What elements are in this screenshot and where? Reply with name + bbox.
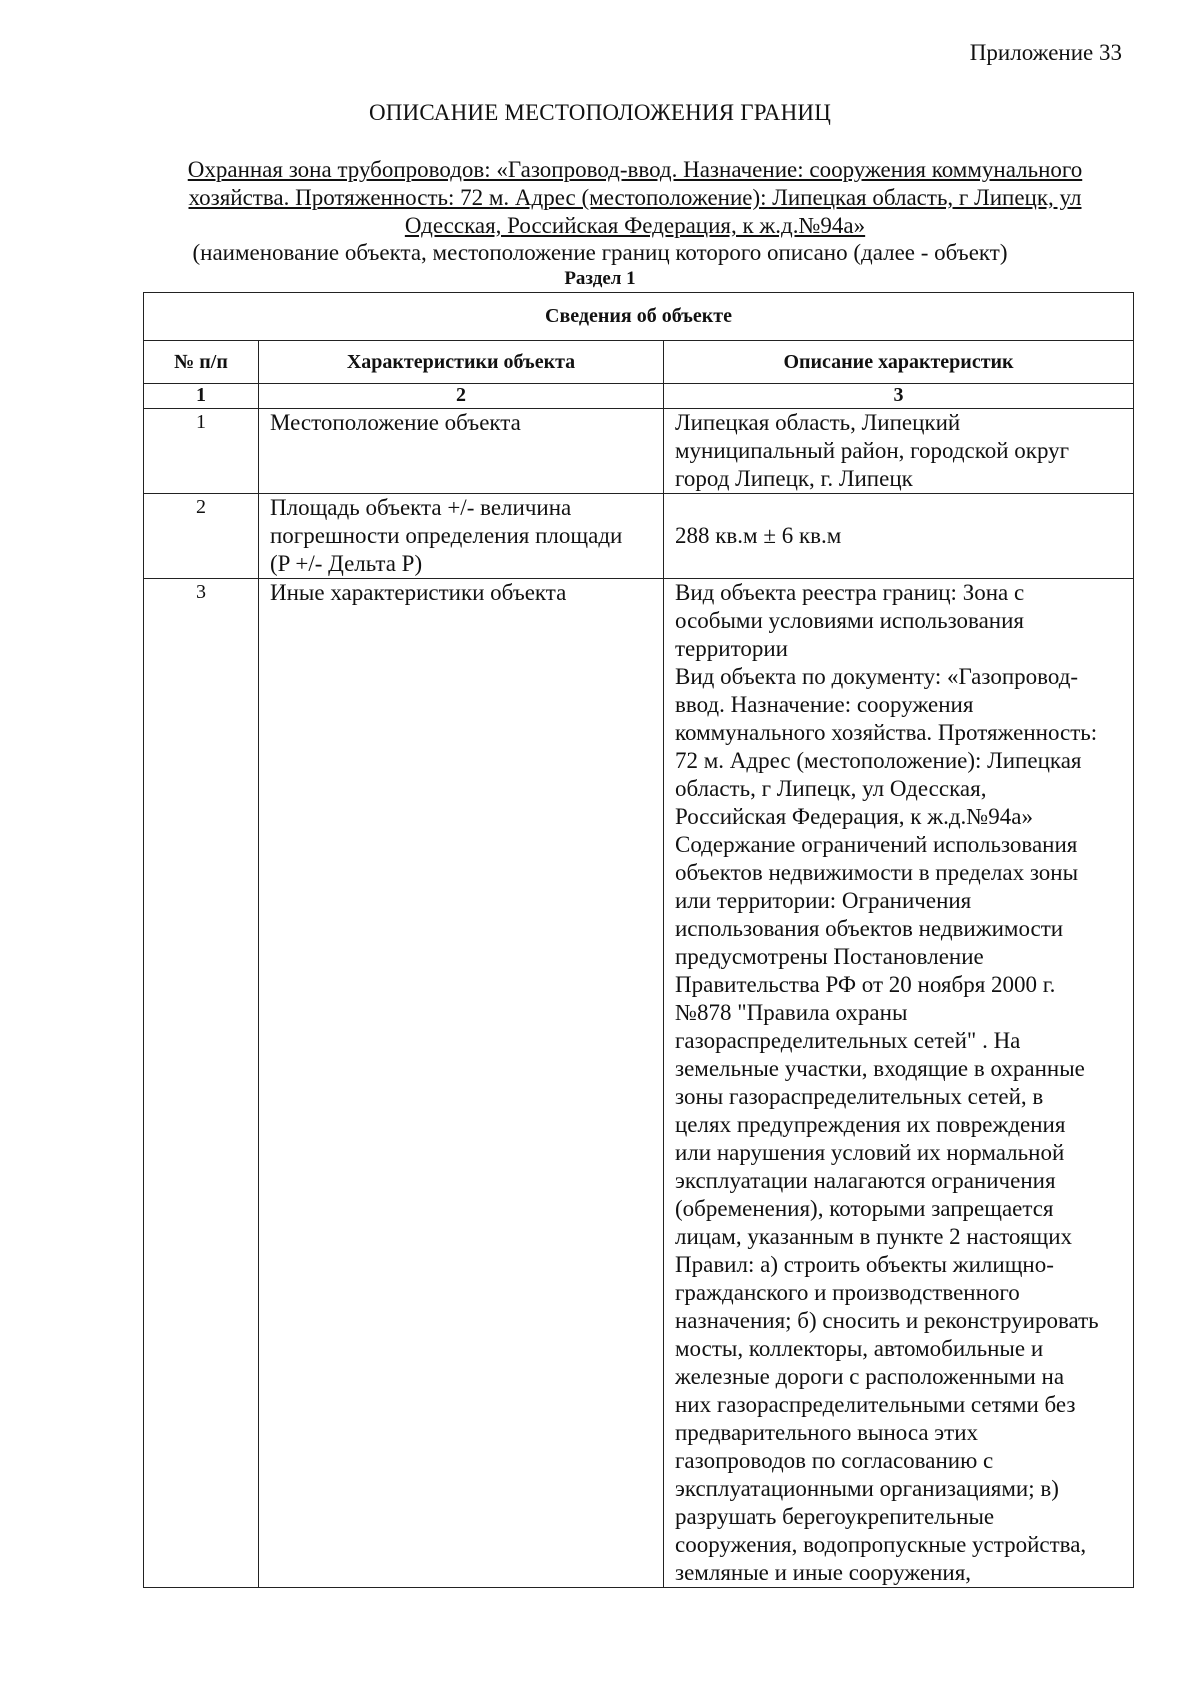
description-line: эксплуатационными организациями; в) bbox=[675, 1476, 1059, 1501]
row-number: 3 bbox=[144, 579, 259, 1588]
description-line: сооружения, водопропускные устройства, bbox=[675, 1532, 1087, 1557]
object-name-line: Одесская, Российская Федерация, к ж.д.№94а» bbox=[404, 213, 866, 238]
description-line: использования объектов недвижимости bbox=[675, 916, 1064, 941]
column-number: 1 bbox=[144, 384, 259, 409]
description-line: них газораспределительными сетями без bbox=[675, 1392, 1076, 1417]
description-line: ввод. Назначение: сооружения bbox=[675, 692, 974, 717]
description-line: предусмотрены Постановление bbox=[675, 944, 984, 969]
description-line: эксплуатации налагаются ограничения bbox=[675, 1168, 1056, 1193]
description-line: №878 "Правила охраны bbox=[675, 1000, 908, 1025]
description-line: или территории: Ограничения bbox=[675, 888, 972, 913]
description-cell bbox=[664, 409, 1134, 494]
description-line: (обременения), которыми запрещается bbox=[675, 1196, 1054, 1221]
description-line: предварительного выноса этих bbox=[675, 1420, 979, 1445]
description-line: объектов недвижимости в пределах зоны bbox=[675, 860, 1079, 885]
characteristic-line: (P +/- Дельта P) bbox=[270, 551, 423, 576]
table-body bbox=[144, 409, 1134, 1588]
description-line: город Липецк, г. Липецк bbox=[675, 466, 913, 491]
column-header-number: № п/п bbox=[144, 341, 259, 384]
description-line: разрушать берегоукрепительные bbox=[675, 1504, 995, 1529]
characteristic-cell bbox=[259, 579, 664, 1588]
description-line: мосты, коллекторы, автомобильные и bbox=[675, 1336, 1044, 1361]
description-line: газопроводов по согласованию с bbox=[675, 1448, 994, 1473]
column-number-row bbox=[144, 384, 1134, 409]
description-line: Липецкая область, Липецкий bbox=[675, 410, 961, 435]
description-cell bbox=[664, 494, 1134, 579]
characteristic-cell bbox=[259, 494, 664, 579]
table-header-row bbox=[144, 341, 1134, 384]
description-line: земляные и иные сооружения, bbox=[675, 1560, 972, 1585]
section-label: Раздел 1 bbox=[564, 268, 636, 289]
description-line: коммунального хозяйства. Протяженность: bbox=[675, 720, 1098, 745]
document-title: ОПИСАНИЕ МЕСТОПОЛОЖЕНИЯ ГРАНИЦ bbox=[368, 100, 832, 125]
description-line: целях предупреждения их повреждения bbox=[675, 1112, 1066, 1137]
description-line: зоны газораспределительных сетей, в bbox=[675, 1084, 1044, 1109]
description-line: территории bbox=[675, 636, 788, 661]
table-caption-row bbox=[144, 293, 1134, 341]
description-line: особыми условиями использования bbox=[675, 608, 1024, 633]
table-row bbox=[144, 494, 1134, 579]
description-line: гражданского и производственного bbox=[675, 1280, 1020, 1305]
row-number: 1 bbox=[144, 409, 259, 494]
description-line: лицам, указанным в пункте 2 настоящих bbox=[675, 1224, 1073, 1249]
characteristic-cell bbox=[259, 409, 664, 494]
characteristic-line: Местоположение объекта bbox=[270, 410, 521, 435]
column-number: 3 bbox=[664, 384, 1134, 409]
description-line: Вид объекта реестра границ: Зона с bbox=[675, 580, 1025, 605]
description-line: земельные участки, входящие в охранные bbox=[675, 1056, 1085, 1081]
object-name-line: хозяйства. Протяженность: 72 м. Адрес (местоположение): Липецкая область, г Липецк, ул bbox=[188, 185, 1082, 210]
description-line: газораспределительных сетей" . На bbox=[675, 1028, 1021, 1053]
characteristic-line: погрешности определения площади bbox=[270, 523, 623, 548]
description-cell bbox=[664, 579, 1134, 1588]
appendix-label: Приложение 33 bbox=[969, 40, 1122, 65]
table-row bbox=[144, 409, 1134, 494]
characteristic-line: Площадь объекта +/- величина bbox=[270, 495, 572, 520]
column-header-description: Описание характеристик bbox=[664, 341, 1134, 384]
description-line: Правил: а) строить объекты жилищно- bbox=[675, 1252, 1054, 1277]
description-line: Содержание ограничений использования bbox=[675, 832, 1078, 857]
object-caption: (наименование объекта, местоположение границ которого описано (далее - объект) bbox=[192, 240, 1008, 265]
object-name-line: Охранная зона трубопроводов: «Газопровод-ввод. Назначение: сооружения коммунального bbox=[187, 157, 1083, 182]
column-number: 2 bbox=[259, 384, 664, 409]
row-number: 2 bbox=[144, 494, 259, 579]
description-line: 72 м. Адрес (местоположение): Липецкая bbox=[675, 748, 1082, 773]
table-caption: Сведения об объекте bbox=[144, 293, 1134, 341]
description-line: муниципальный район, городской округ bbox=[675, 438, 1070, 463]
description-line: область, г Липецк, ул Одесская, bbox=[675, 776, 987, 801]
description-line: Вид объекта по документу: «Газопровод- bbox=[675, 664, 1079, 689]
description-line: или нарушения условий их нормальной bbox=[675, 1140, 1065, 1165]
description-line: железные дороги с расположенными на bbox=[675, 1364, 1065, 1389]
column-header-characteristic: Характеристики объекта bbox=[259, 341, 664, 384]
description-line: Российская Федерация, к ж.д.№94а» bbox=[675, 804, 1033, 829]
description-line: 288 кв.м ± 6 кв.м bbox=[675, 523, 842, 548]
table-row bbox=[144, 579, 1134, 1588]
description-line: Правительства РФ от 20 ноября 2000 г. bbox=[675, 972, 1056, 997]
object-info-table bbox=[143, 292, 1134, 1588]
object-name bbox=[150, 156, 1120, 240]
characteristic-line: Иные характеристики объекта bbox=[270, 580, 567, 605]
description-line: назначения; б) сносить и реконструировать bbox=[675, 1308, 1099, 1333]
